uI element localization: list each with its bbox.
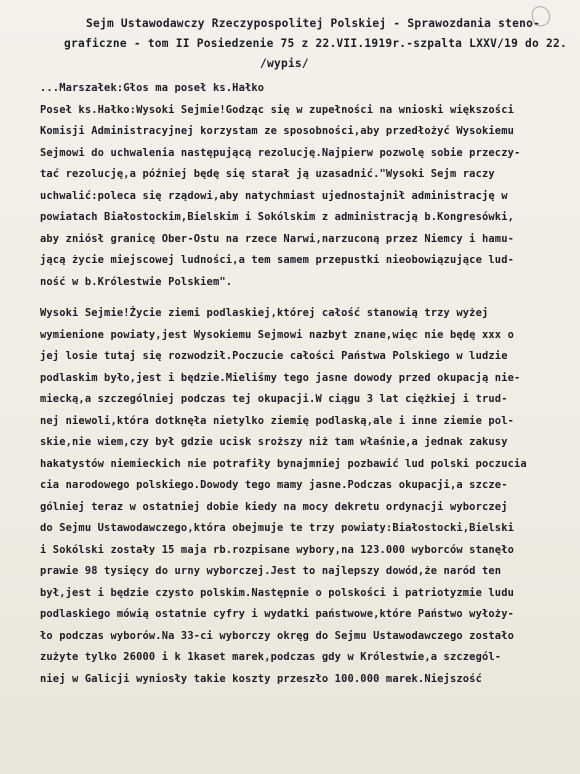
text-line: wymienione powiaty,jest Wysokiemu Sejmowi nazbyt znane,więc nie będę xxx o [40, 328, 515, 341]
text-line: tać rezolucję,a później będę się starał ją uzasadnić."Wysoki Sejm raczy [40, 168, 495, 180]
text-line: był,jest i będzie czysto polskim.Następnie o polskości i patriotyzmie ludu [40, 586, 515, 599]
text-line: cia narodowego polskiego.Dowody tego mamy jasne.Podczas okupacji,a szcze- [40, 479, 508, 491]
text-line: do Sejmu Ustawodawczego,która obejmuje te trzy powiaty:Białostocki,Bielski [40, 522, 515, 534]
text-line: powiatach Białostockim,Bielskim i Sokólskim z administracją b.Kongresówki, [40, 211, 515, 223]
text-line: ło podczas wyborów.Na 33-ci wyborczy okręg do Sejmu Ustawodawczego zostało [40, 629, 515, 642]
text-line: podlaskim było,jest i będzie.Mieliśmy tego jasne dowody przed okupacją nie- [40, 371, 521, 384]
text-line: miecką,a szczególniej podczas tej okupacji.W ciągu 3 lat ciężkiej i trud- [40, 393, 508, 405]
text-line: hakatystów niemieckich nie potrafiły bynajmniej pozbawić lud polski poczucia [40, 457, 527, 470]
text-line: ność w b.Królestwie Polskiem". [40, 275, 233, 288]
text-line: prawie 98 tysięcy do urny wyborczej.Jest to najlepszy dowód,że naród ten [40, 565, 502, 577]
paragraph-gap [40, 293, 570, 303]
text-line: aby zniósł granicę Ober-Ostu na rzece Narwi,narzuconą przez Niemcy i hamu- [40, 232, 515, 245]
text-line: ...Marszałek:Głos ma poseł ks.Hałko [40, 82, 265, 94]
text-line: skie,nie wiem,czy był gdzie ucisk sroższy niż tam właśnie,a jednak zakusy [40, 436, 508, 448]
header-line-1: Sejm Ustawodawczy Rzeczypospolitej Polskiej - Sprawozdania steno- [86, 17, 541, 30]
text-line: niej w Galicji wyniosły takie koszty przeszło 100.000 marek.Niejszość [40, 672, 482, 685]
text-line: Sejmowi do uchwalenia następującą rezolucję.Najpierw pozwolę sobie przeczy- [40, 146, 521, 159]
text-line: gólniej teraz w ostatniej dobie kiedy na mocy dekretu ordynacji wyborczej [40, 500, 508, 513]
header-line-2: graficzne - tom II Posiedzenie 75 z 22.VII.1919r.-szpalta LXXV/19 do 22. [64, 37, 567, 50]
text-line: jej losie tutaj się rozwodził.Poczucie całości Państwa Polskiego w ludzie [40, 350, 508, 362]
document-header [64, 14, 567, 74]
text-line: podlaskiego mówią ostatnie cyfry i wydatki państwowe,które Państwo wyłoży- [40, 608, 515, 620]
text-line: i Sokólski zostały 15 maja rb.rozpisane wybory,na 123.000 wyborców stanęło [40, 543, 515, 556]
text-line: nej niewoli,która dotknęła nietylko ziemię podlaską,ale i inne ziemie pol- [40, 414, 515, 427]
header-line-3: /wypis/ [260, 57, 309, 70]
document-body [40, 78, 570, 690]
text-line: jącą życie miejscowej ludności,a tem samem przepustki nieobowiązujące lud- [40, 254, 515, 266]
text-line: zużyte tylko 26000 i k 1kaset marek,podczas gdy w Królestwie,a szczegól- [40, 651, 502, 663]
text-line: Poseł ks.Hałko:Wysoki Sejmie!Godząc się w zupełności na wnioski większości [40, 103, 515, 116]
text-line: Wysoki Sejmie!Życie ziemi podlaskiej,której całość stanowią trzy wyżej [40, 307, 489, 319]
text-line: uchwalić:poleca się rządowi,aby natychmiast ujednostajnił administrację w [40, 189, 508, 202]
text-line: Komisji Administracyjnej korzystam ze sposobności,aby przedłożyć Wysokiemu [40, 125, 515, 137]
